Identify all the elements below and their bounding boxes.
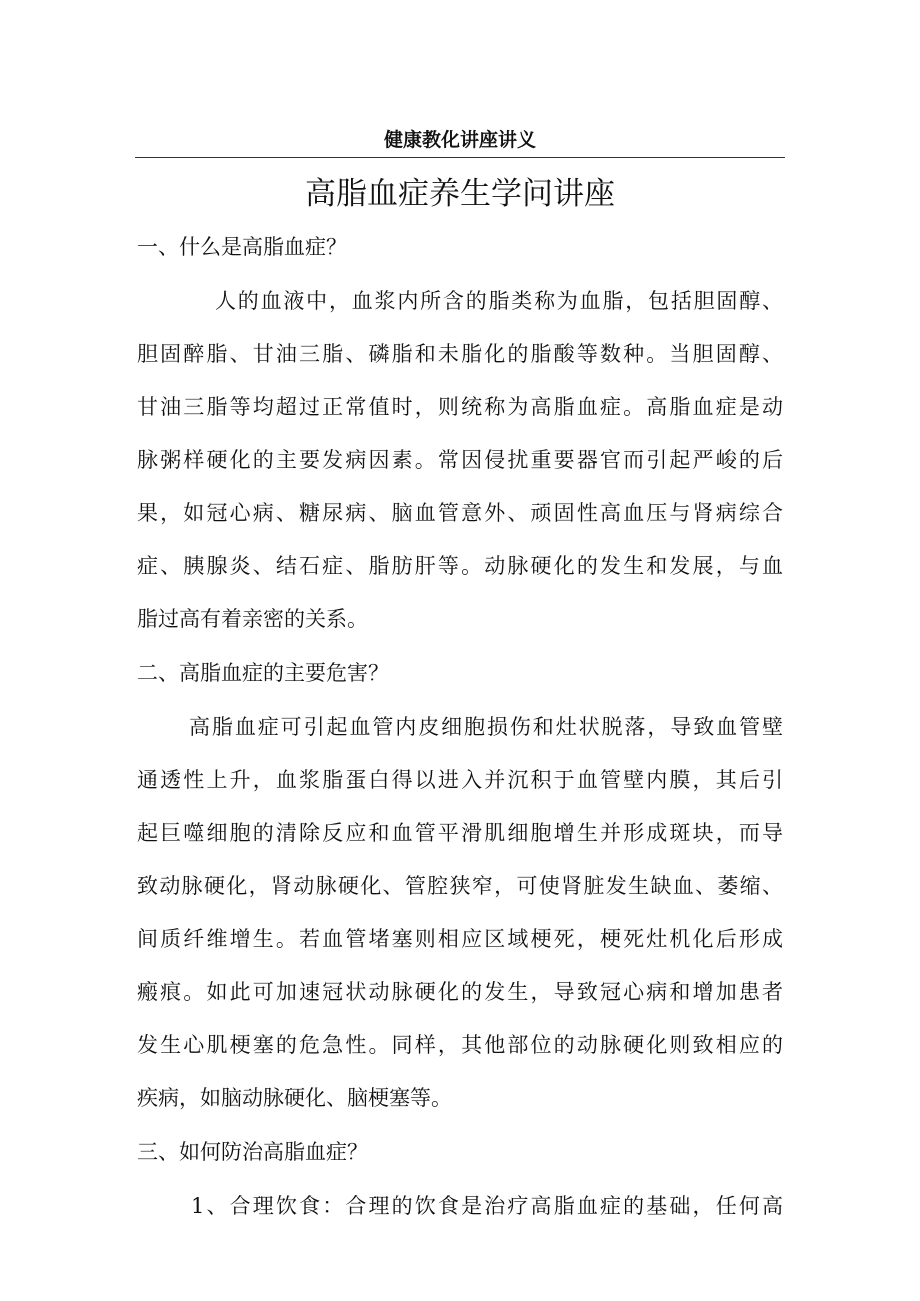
paragraph-line: 脂过高有着亲密的关系。 [137, 607, 368, 631]
paragraph-line: 1、合理饮食：合理的饮食是治疗高脂血症的基础，任何高 [191, 1194, 783, 1218]
paragraph-line: 发生心肌梗塞的危急性。同样，其他部位的动脉硬化则致相应的 [137, 1033, 783, 1057]
paragraph-line: 果，如冠心病、糖尿病、脑血管意外、顽固性高血压与肾病综合 [137, 501, 783, 525]
section-heading-3: 三、如何防治高脂血症？ [137, 1140, 368, 1164]
paragraph-line: 间质纤维增生。若血管堵塞则相应区域梗死，梗死灶机化后形成 [137, 927, 783, 951]
paragraph-line: 胆固醉脂、甘油三脂、磷脂和未脂化的脂酸等数种。当胆固醇、 [137, 342, 783, 366]
document-header: 健康教化讲座讲义 [383, 129, 536, 151]
section-paragraph-3 [137, 1187, 783, 1225]
document-body [137, 228, 783, 1241]
paragraph-line: 疾病，如脑动脉硬化、脑梗塞等。 [137, 1086, 452, 1110]
section-paragraph-1 [137, 282, 783, 638]
section-paragraph-2 [137, 708, 783, 1117]
page-title: 高脂血症养生学问讲座 [305, 176, 615, 212]
section-heading-1: 一、什么是高脂血症？ [137, 235, 347, 259]
paragraph-line: 高脂血症可引起血管内皮细胞损伤和灶状脱落，导致血管壁 [189, 715, 783, 739]
paragraph-line: 人的血液中，血浆内所含的脂类称为血脂，包括胆固醇、 [215, 289, 783, 313]
paragraph-line: 致动脉硬化，肾动脉硬化、管腔狭窄，可使肾脏发生缺血、萎缩、 [137, 874, 783, 898]
header-divider [135, 157, 785, 158]
paragraph-line: 瘢痕。如此可加速冠状动脉硬化的发生，导致冠心病和增加患者 [137, 980, 783, 1004]
section-heading-2: 二、高脂血症的主要危害？ [137, 661, 389, 685]
paragraph-line: 通透性上升，血浆脂蛋白得以进入并沉积于血管壁内膜，其后引 [137, 768, 783, 792]
paragraph-line: 甘油三脂等均超过正常值时，则统称为高脂血症。高脂血症是动 [137, 395, 783, 419]
paragraph-line: 脉粥样硬化的主要发病因素。常因侵扰重要器官而引起严峻的后 [137, 448, 783, 472]
paragraph-line: 起巨噬细胞的清除反应和血管平滑肌细胞增生并形成斑块，而导 [137, 821, 783, 845]
paragraph-line: 症、胰腺炎、结石症、脂肪肝等。动脉硬化的发生和发展，与血 [137, 554, 783, 578]
